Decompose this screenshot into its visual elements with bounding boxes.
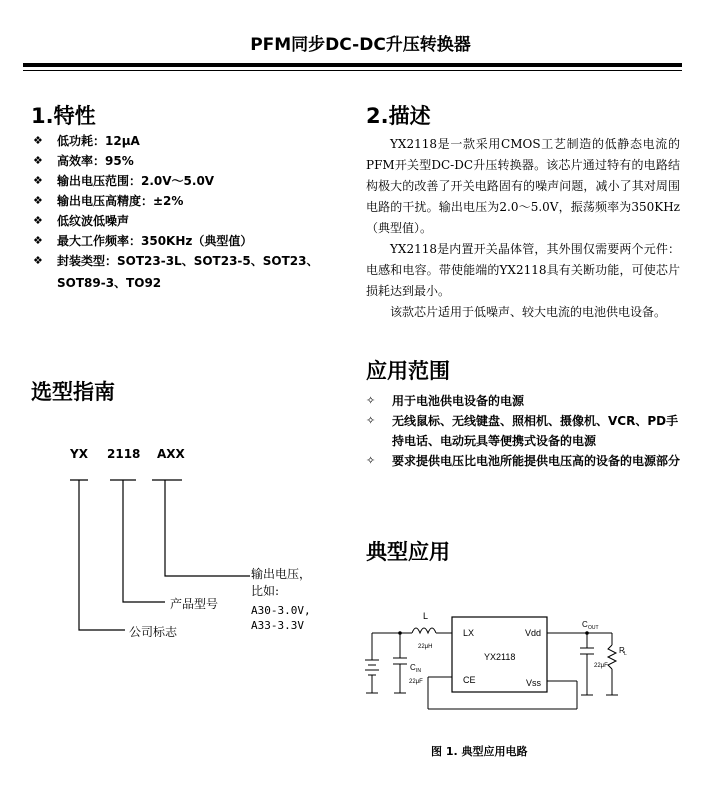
diamond-bullet-icon: ❖ (33, 174, 43, 187)
typical-application-heading: 典型应用 (366, 540, 450, 564)
description-paragraph: YX2118是内置开关晶体管，其外围仅需要两个元件：电感和电容。带使能端的YX2118具有关断功能，可使芯片损耗达到最小。 (366, 242, 680, 298)
part-code-2118: 2118 (107, 447, 141, 461)
inductor-coil (412, 628, 436, 633)
cout-label: C (582, 620, 588, 629)
pin-lx: LX (463, 628, 475, 638)
diamond-outline-bullet-icon: ✧ (366, 454, 376, 467)
part-code-axx: AXX (157, 447, 185, 461)
diamond-bullet-icon: ❖ (33, 154, 43, 167)
inductor-label: L (423, 611, 429, 621)
output-voltage-label: 输出电压， (251, 567, 312, 581)
pin-vss: Vss (526, 678, 542, 688)
applications-heading: 应用范围 (366, 359, 450, 383)
output-voltage-example-1: A30-3.0V, (251, 604, 311, 617)
pin-vdd: Vdd (525, 628, 542, 638)
rl-label: R (619, 646, 625, 655)
product-model-label: 产品型号 (170, 597, 219, 611)
typical-application-circuit (360, 605, 640, 720)
selection-heading: 选型指南 (31, 380, 115, 404)
cin-subscript: IN (416, 668, 421, 674)
features-heading: 1.特性 (31, 104, 96, 128)
feature-item-continuation: SOT89-3、TO92 (57, 276, 162, 290)
cout-value: 22μF (594, 663, 608, 669)
cin-value: 22μF (409, 679, 423, 685)
chip-name: YX2118 (484, 652, 516, 662)
diamond-outline-bullet-icon: ✧ (366, 414, 376, 427)
pin-ce: CE (463, 675, 476, 685)
inductor-value: 22μH (418, 644, 433, 650)
diamond-outline-bullet-icon: ✧ (366, 394, 376, 407)
page-title: PFM同步DC-DC升压转换器 (250, 35, 471, 55)
header-rule-thin (23, 70, 682, 71)
rl-subscript: L (624, 651, 627, 657)
application-item: ✧ 无线鼠标、无线键盘、照相机、摄像机、VCR、PD手持电话、电动玩具等便携式设备的电源 (366, 411, 686, 451)
cout-subscript: OUT (588, 625, 599, 631)
diamond-bullet-icon: ❖ (33, 254, 43, 267)
application-item: ✧ 要求提供电压比电池所能提供电压高的设备的电源部分 (366, 451, 686, 471)
diamond-bullet-icon: ❖ (33, 214, 43, 227)
cin-label: C (410, 663, 416, 672)
description-paragraph: 该款芯片适用于低噪声、较大电流的电池供电设备。 (390, 305, 667, 319)
features-list: ❖ 低功耗：12μA ❖ 高效率：95% ❖ 输出电压范围：2.0V～5.0V ❖ 输出电压高精度：±2% ❖ 低纹波低噪声 ❖ 最大工作频率：350KHz（典型值） ❖ 封装类型：SOT23-3L、SOT23-5、SOT23、 SOT89-3、TO92 (0, 131, 360, 301)
output-voltage-example-label: 比如: (251, 584, 280, 598)
header-rule-thick (23, 63, 682, 67)
description-body (366, 134, 680, 323)
part-code-yx: YX (70, 447, 88, 461)
diamond-bullet-icon: ❖ (33, 134, 43, 147)
applications-list (366, 391, 686, 471)
output-voltage-example-2: A33-3.3V (251, 619, 304, 632)
selection-guide-lines (60, 470, 260, 640)
company-logo-label: 公司标志 (129, 625, 178, 639)
application-item: ✧ 用于电池供电设备的电源 (366, 391, 686, 411)
description-paragraph: YX2118是一款采用CMOS工艺制造的低静态电流的PFM开关型DC-DC升压转换器。该芯片通过特有的电路结构极大的改善了开关电路固有的噪声问题，减小了其对周围电路的干扰。输出电压为2.0～5.0V，振荡频率为350KHz（典型值）。 (366, 137, 680, 235)
diamond-bullet-icon: ❖ (33, 234, 43, 247)
diamond-bullet-icon: ❖ (33, 194, 43, 207)
figure-caption: 图 1. 典型应用电路 (431, 745, 528, 758)
description-heading: 2.描述 (366, 104, 431, 128)
